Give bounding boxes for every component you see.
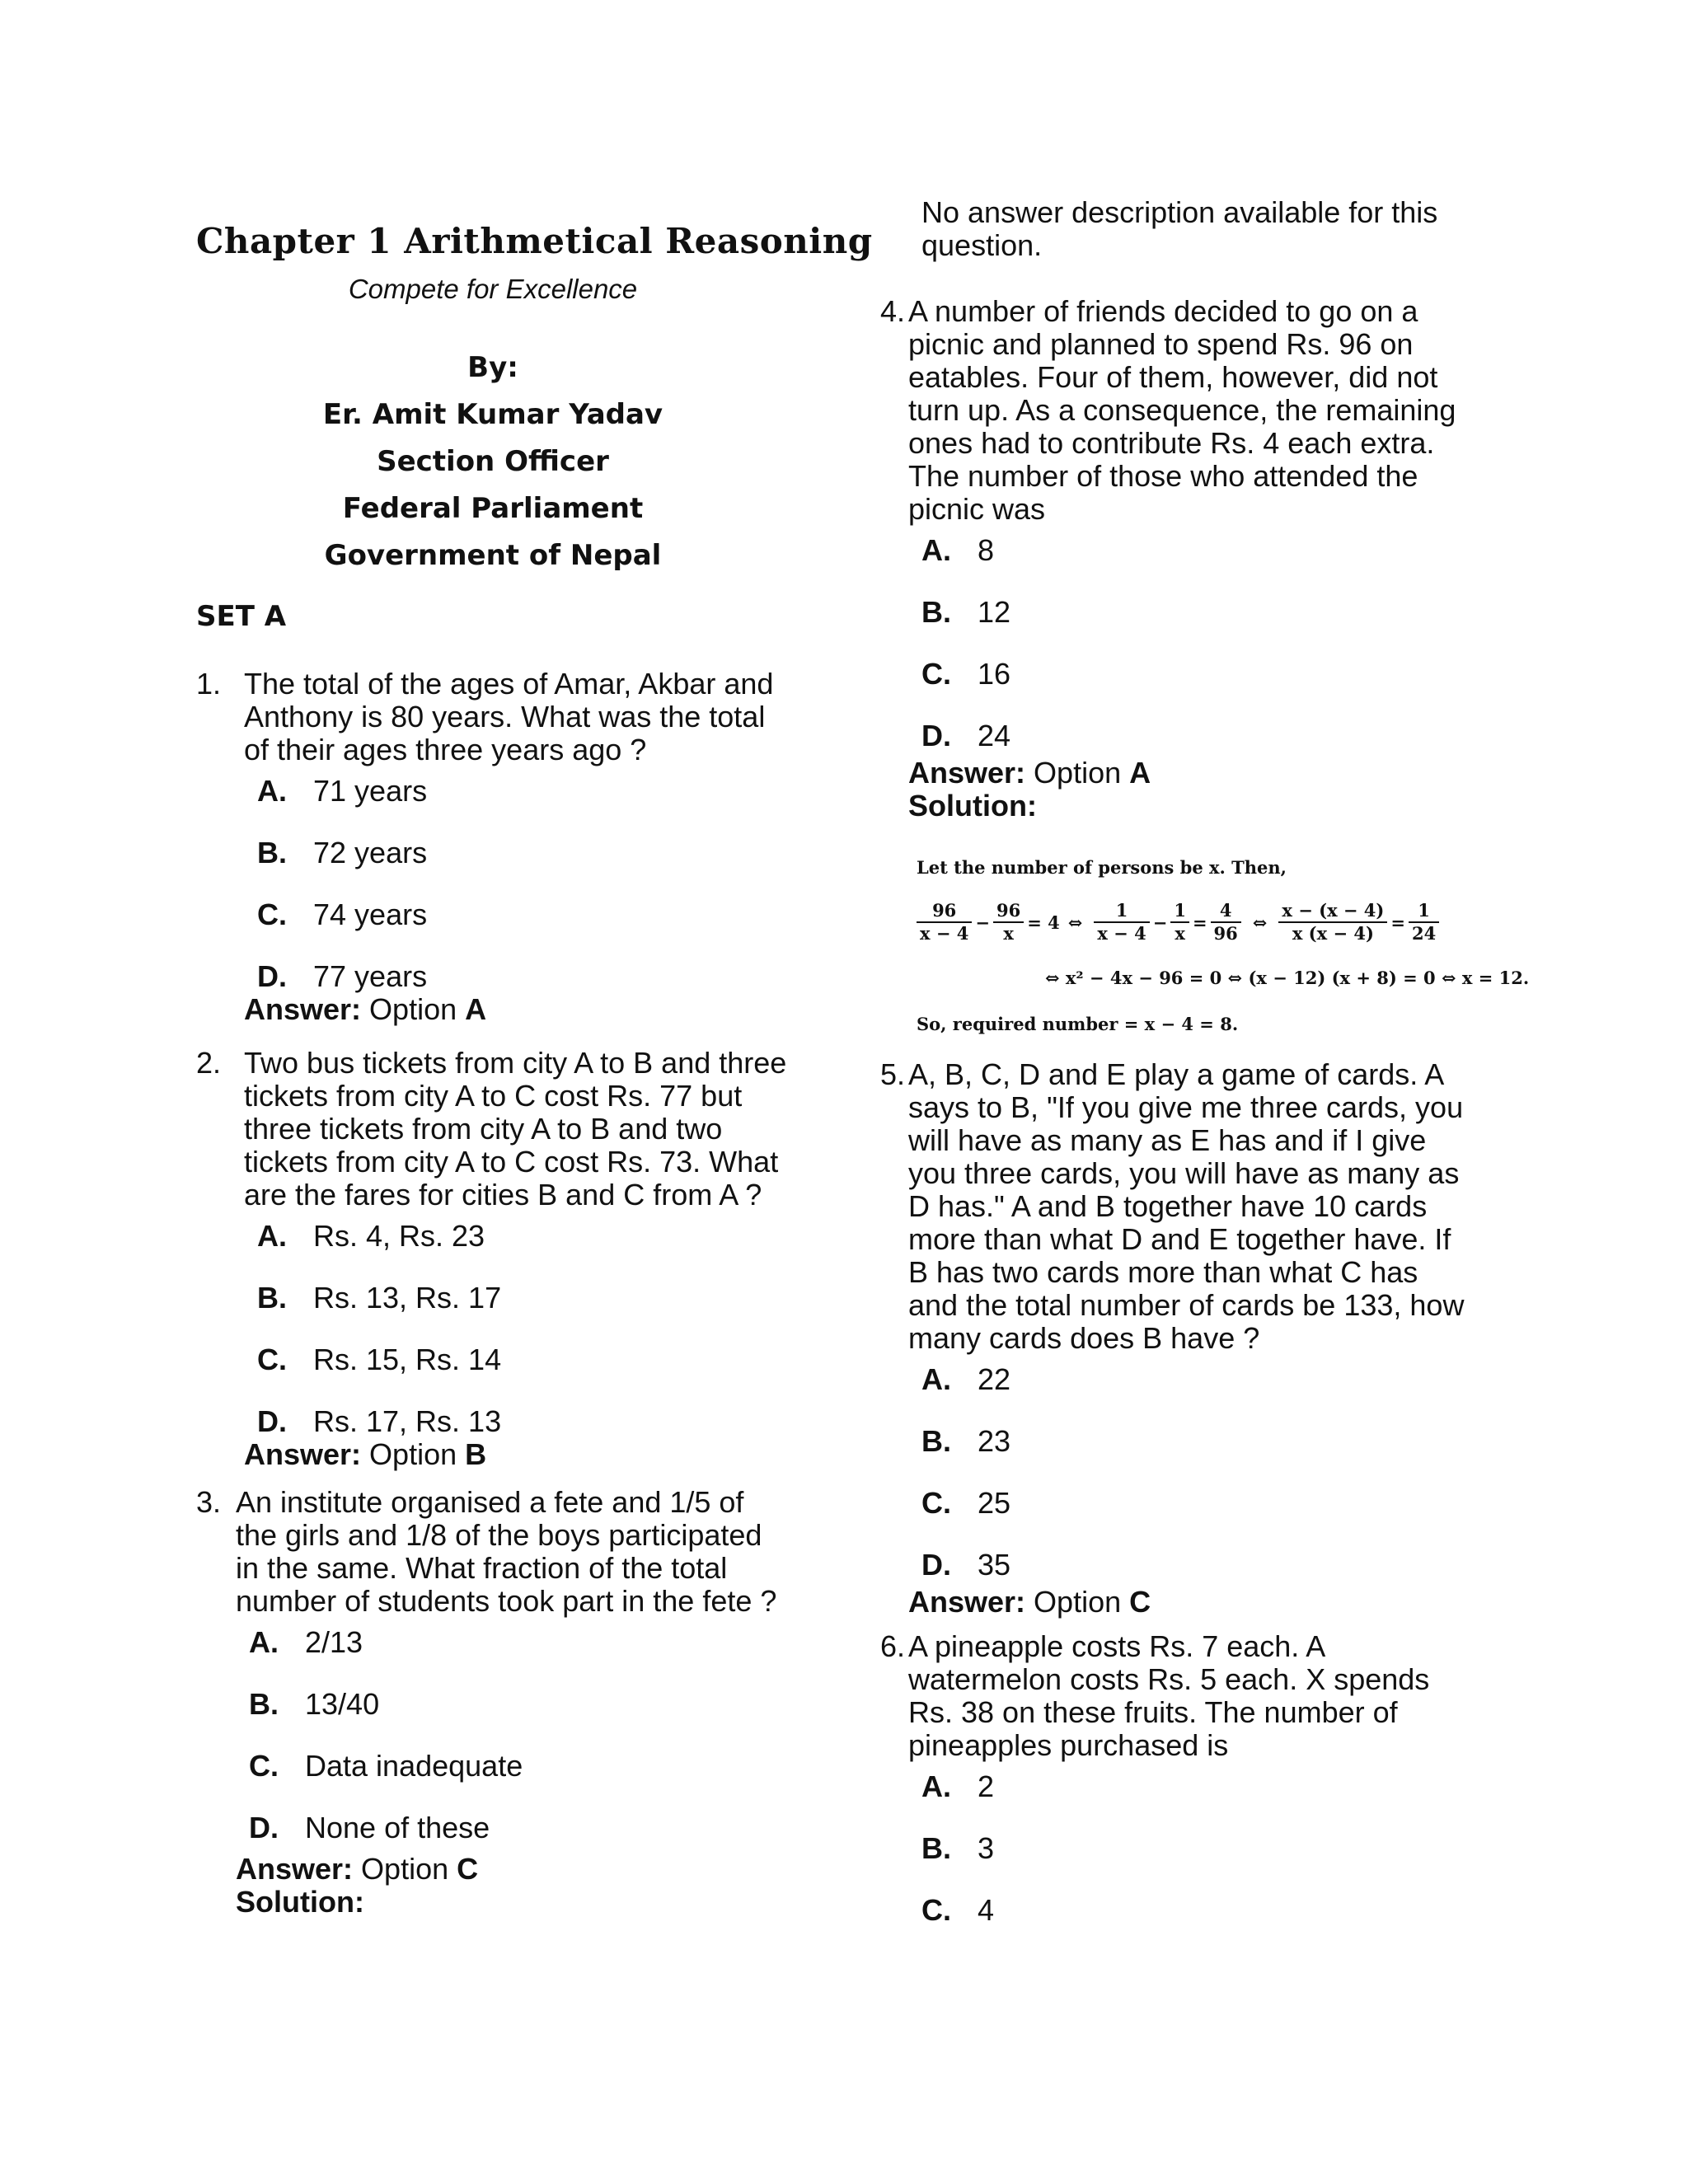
options-list bbox=[921, 1770, 1474, 1931]
author-name: Er. Amit Kumar Yadav bbox=[322, 398, 663, 431]
option-d: D. 35 bbox=[921, 1548, 1011, 1582]
tagline: Compete for Excellence bbox=[348, 274, 638, 304]
option-b: B. 72 years bbox=[257, 836, 428, 869]
option-b: B. 12 bbox=[921, 595, 1011, 629]
question-1 bbox=[196, 668, 790, 1026]
option-c: C. 74 years bbox=[257, 898, 428, 931]
option-c: C. 25 bbox=[921, 1486, 1011, 1520]
options-list bbox=[921, 534, 1474, 757]
question-number: 1. bbox=[196, 667, 222, 701]
option-a: A. 8 bbox=[921, 533, 995, 567]
question-3 bbox=[196, 1486, 790, 1919]
q4-math-solution bbox=[913, 849, 1530, 1047]
question-number: 5. bbox=[880, 1057, 906, 1091]
option-c: C. 16 bbox=[921, 657, 1011, 691]
author-designation: Section Officer bbox=[377, 445, 609, 478]
option-d: D. Rs. 17, Rs. 13 bbox=[257, 1404, 502, 1438]
option-a: A. 2/13 bbox=[249, 1625, 363, 1659]
answer-line: Answer: Option C bbox=[236, 1852, 479, 1886]
option-a: A. 22 bbox=[921, 1362, 1011, 1396]
solution-label: Solution: bbox=[236, 1885, 364, 1919]
option-b: B. 3 bbox=[921, 1831, 995, 1865]
option-c: C. Data inadequate bbox=[249, 1749, 523, 1783]
solution-label: Solution: bbox=[908, 789, 1037, 823]
solution-equation-1: $\frac{96}{x - 4}$ − $\frac{96}{x}$ = 4 ⇔ $\frac{1}{x - 4}$ − $\frac{1}{x}$ = $\frac{4}{96}$ ⇔ $\frac{x - (x - 4)}{x (x - 4)}$ = $\frac{1}{24}$ bbox=[913, 900, 1442, 944]
options-list bbox=[257, 775, 790, 993]
answer-line: Answer: Option A bbox=[908, 756, 1151, 790]
question-4 bbox=[880, 295, 1474, 823]
question-6 bbox=[880, 1630, 1474, 1931]
question-text: A number of friends decided to go on a picnic and planned to spend Rs. 96 on eatables. Four of them, however, did not turn up. As a consequence, the remaining ones had to contribute Rs. 4 each extra. The number of those who attended the picnic was bbox=[908, 294, 1456, 526]
question-number: 4. bbox=[880, 294, 906, 328]
option-a: A. 2 bbox=[921, 1769, 995, 1803]
answer-line: Answer: Option A bbox=[244, 992, 487, 1026]
option-b: B. 13/40 bbox=[249, 1687, 380, 1721]
question-text: Two bus tickets from city A to B and three tickets from city A to C cost Rs. 77 but three tickets from city A to B and two tickets from city A to C cost Rs. 73. What are the fares for cities B and C from A ? bbox=[244, 1046, 787, 1212]
options-list bbox=[249, 1626, 790, 1853]
question-number: 2. bbox=[196, 1046, 222, 1080]
by-label: By: bbox=[467, 351, 518, 384]
question-2 bbox=[196, 1047, 790, 1471]
solution-intro: Let the number of persons be x. Then, bbox=[917, 857, 1287, 878]
option-a: A. 71 years bbox=[257, 774, 428, 808]
question-text: The total of the ages of Amar, Akbar and Anthony is 80 years. What was the total of their ages three years ago ? bbox=[244, 667, 774, 766]
question-number: 3. bbox=[196, 1485, 222, 1519]
question-text: A, B, C, D and E play a game of cards. A says to B, "If you give me three cards, you will have as many as E has and if I give you three cards, you will have as many as D has." A and B together have 10 cards more than what D and E together have. If B has two cards more than what C has and the total number of cards be 133, how many cards does B have ? bbox=[908, 1057, 1465, 1355]
option-d: D. None of these bbox=[249, 1811, 490, 1844]
question-5 bbox=[880, 1058, 1474, 1619]
options-list bbox=[257, 1220, 790, 1438]
options-list bbox=[921, 1363, 1474, 1586]
option-d: D. 24 bbox=[921, 719, 1011, 752]
option-c: C. 4 bbox=[921, 1893, 995, 1927]
option-b: B. 23 bbox=[921, 1424, 1011, 1458]
option-c: C. Rs. 15, Rs. 14 bbox=[257, 1343, 502, 1376]
option-d: D. 77 years bbox=[257, 959, 428, 993]
question-text: A pineapple costs Rs. 7 each. A watermelon costs Rs. 5 each. X spends Rs. 38 on these fruits. The number of pineapples purchased is bbox=[908, 1629, 1430, 1762]
chapter-title: Chapter 1 Arithmetical Reasoning bbox=[196, 221, 873, 261]
q3-solution-note: No answer description available for this question. bbox=[921, 195, 1438, 262]
answer-line: Answer: Option C bbox=[908, 1585, 1151, 1619]
option-b: B. Rs. 13, Rs. 17 bbox=[257, 1281, 502, 1315]
question-number: 6. bbox=[880, 1629, 906, 1663]
author-government: Government of Nepal bbox=[324, 539, 662, 572]
author-organization: Federal Parliament bbox=[342, 492, 644, 525]
solution-equation-2: ⇔ x² − 4x − 96 = 0 ⇔ (x − 12) (x + 8) = 0 ⇔ x = 12. bbox=[1045, 968, 1530, 988]
option-a: A. Rs. 4, Rs. 23 bbox=[257, 1219, 485, 1253]
question-text: An institute organised a fete and 1/5 of the girls and 1/8 of the boys participated in the same. What fraction of the total number of students took part in the fete ? bbox=[236, 1485, 777, 1618]
author-block bbox=[196, 344, 790, 579]
answer-line: Answer: Option B bbox=[244, 1437, 487, 1471]
set-title: SET A bbox=[196, 600, 287, 633]
solution-conclusion: So, required number = x − 4 = 8. bbox=[917, 1014, 1239, 1034]
